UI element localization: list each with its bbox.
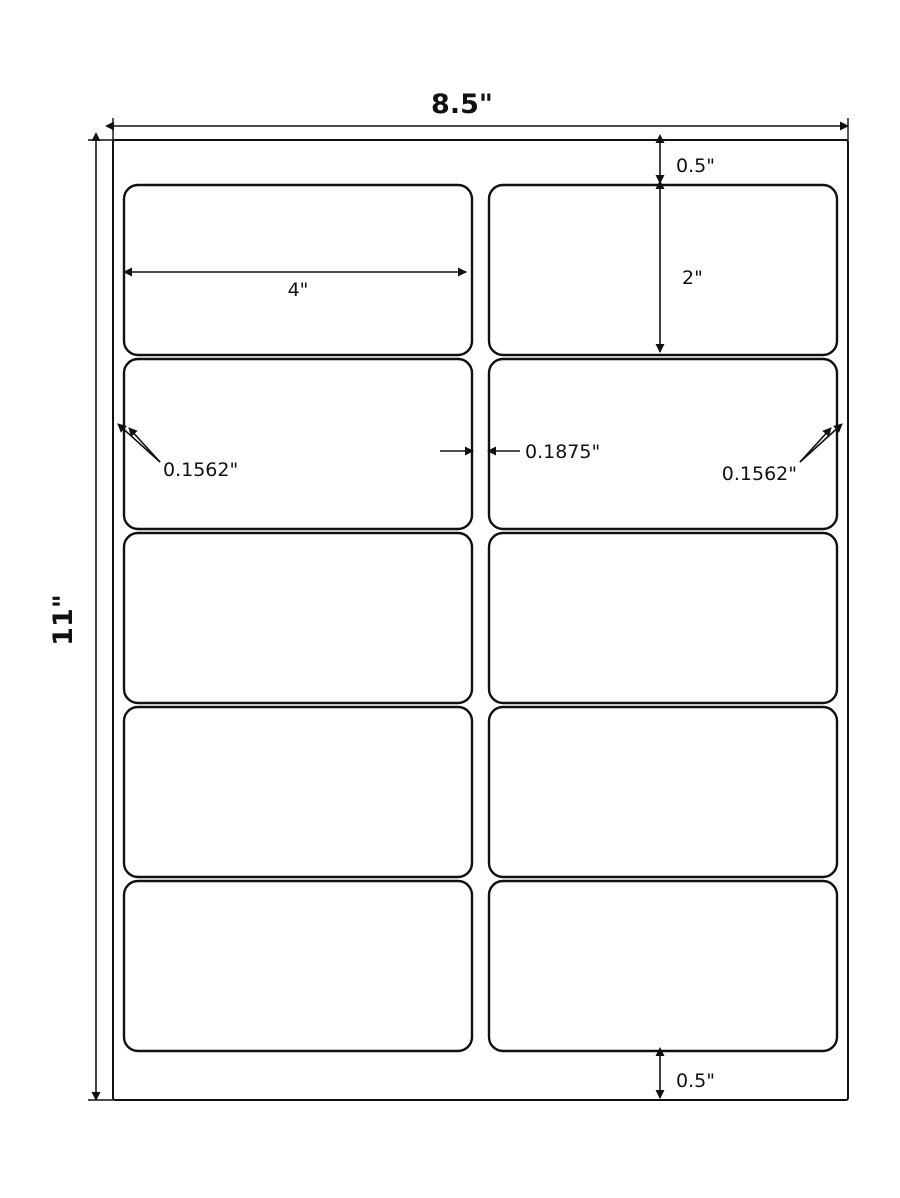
gutter-label: 0.1875" <box>525 441 601 463</box>
label-cell <box>489 185 837 355</box>
bottom-margin-label: 0.5" <box>676 1070 715 1092</box>
label-cell <box>489 881 837 1051</box>
label-cell <box>489 533 837 703</box>
top-margin-label: 0.5" <box>676 155 715 177</box>
right-margin-label: 0.1562" <box>721 463 797 485</box>
label-cell <box>124 185 472 355</box>
label-cell <box>124 707 472 877</box>
label-cell <box>489 707 837 877</box>
left-margin-label: 0.1562" <box>163 459 239 481</box>
sheet-height-label: 11" <box>48 594 79 646</box>
label-cell <box>124 359 472 529</box>
label-cell <box>124 881 472 1051</box>
label-cell <box>124 533 472 703</box>
sheet-width-label: 8.5" <box>431 89 493 120</box>
label-width-label: 4" <box>287 279 309 301</box>
label-height-label: 2" <box>682 267 703 289</box>
